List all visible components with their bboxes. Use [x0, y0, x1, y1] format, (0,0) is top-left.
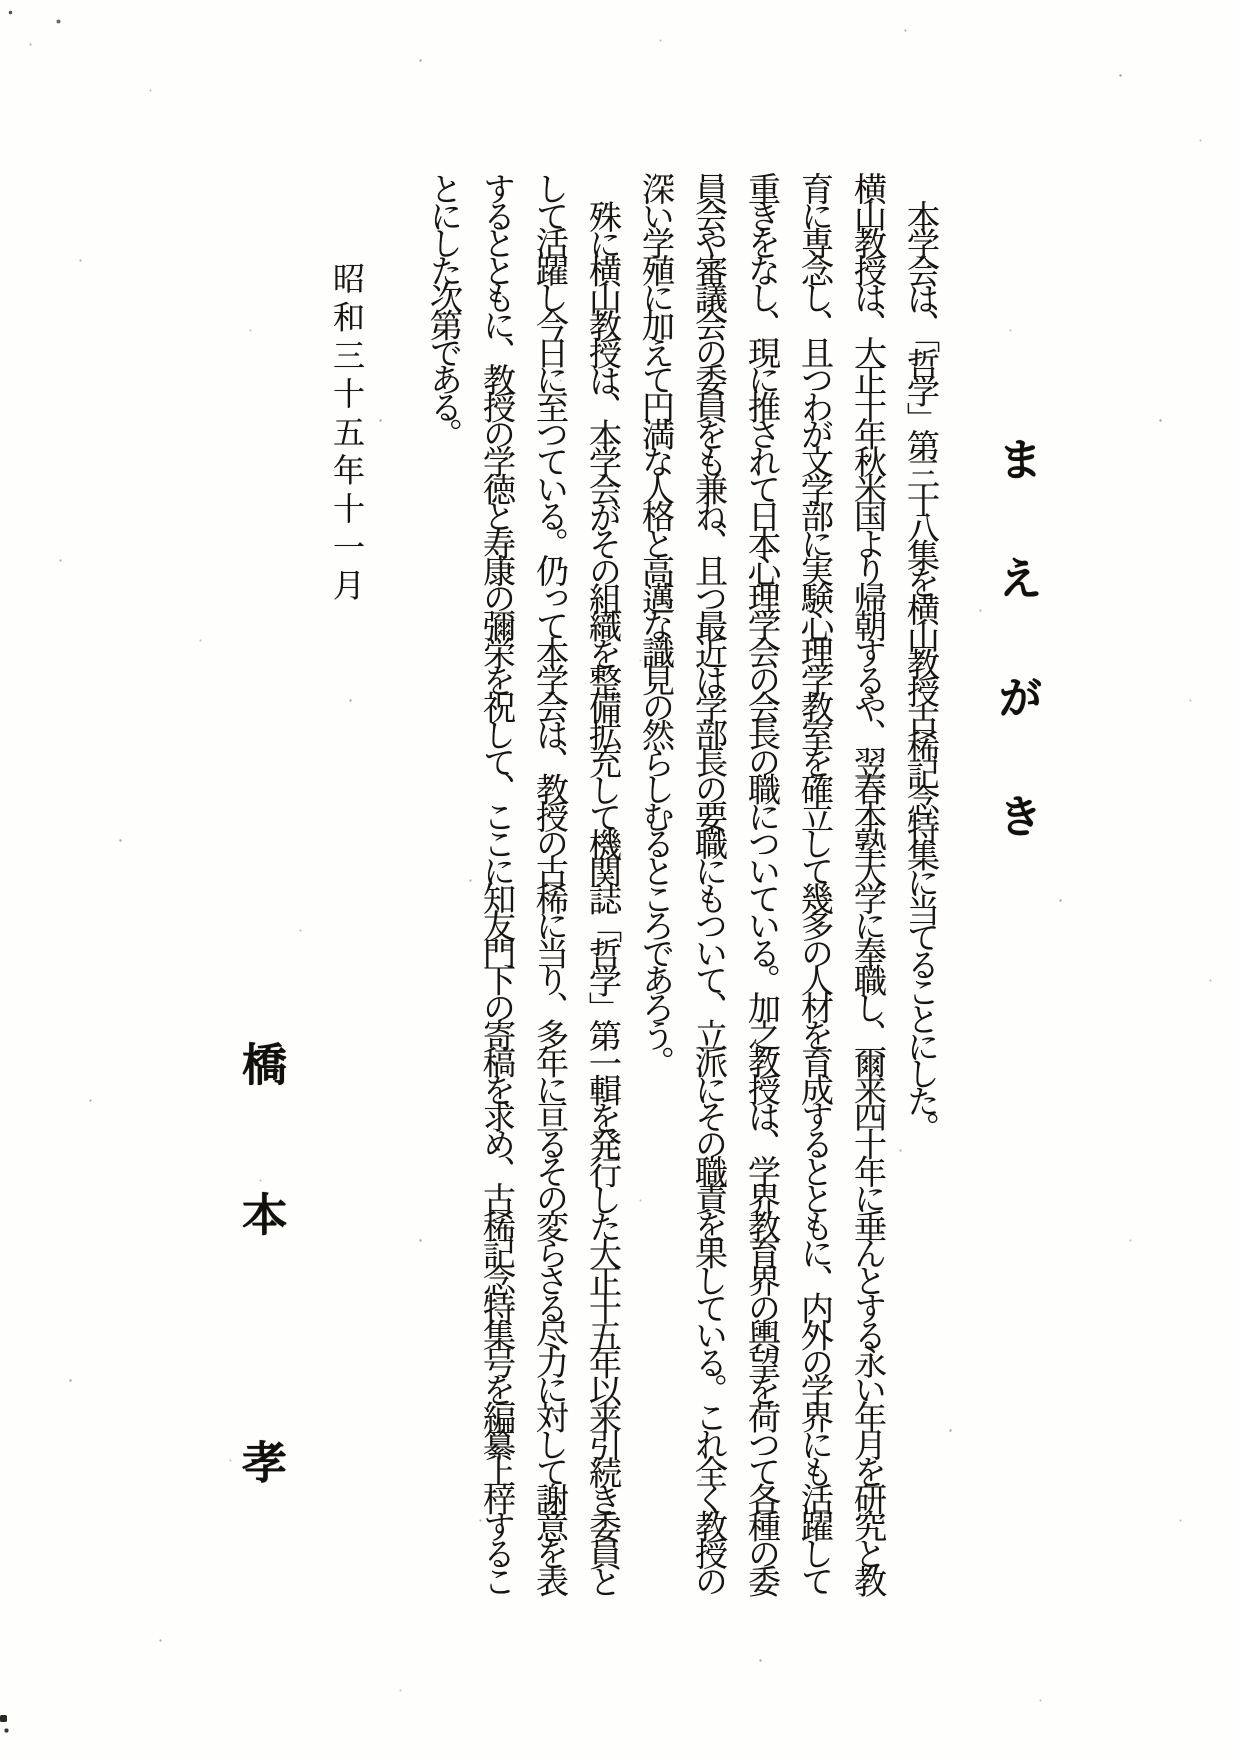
signature-char-2: 本	[235, 1190, 285, 1236]
paragraph-3: 殊に横山教授は、本学会がその組織を整備拡充して機関誌「哲学」第一輯を発行した大正十五年以来引続き委員として活躍し今日に至つている。仍って本学会は、教授の古稀に当り、多年に亘るその変らさる尽力に対して謝意を表するとともに、教授の学徳と寿康の彌栄を祝して、ここに知友門下の寄稿を求め、古稀記念特集号を編纂上梓することにした次第である。	[425, 172, 620, 1593]
paragraph-2: 横山教授は、大正十年秋米国より帰朝するや、翌春本塾大学に奉職し、爾来四十年に垂んとする永い年月を研究と教育に専念し、且つわが文学部に実験心理学教室を確立して幾多の人材を育成するとともに、内外の学界にも活躍して重きをなし、現に推されて日本心理学会の会長の職についている。加之教授は、学界教育界の輿望を荷つて各種の委員会や審議会の委員をも兼ね、且つ最近は学部長の要職にもついて、立派にその職責を果している。これ全く教授の深い学殖に加えて円満な人格と高邁な識見の然らしむるところであろう。	[637, 172, 885, 1592]
page-title: まえがき	[991, 436, 1041, 912]
paper-noise	[0, 0, 1, 1]
preface-body	[416, 172, 946, 1596]
signature-char-3: 孝	[235, 1438, 285, 1484]
paragraph-1: 本学会は、「哲学」第三十八集を横山教授古稀記念特集に当てることにした。	[902, 200, 938, 1140]
date-line: 昭和三十五年十一月	[329, 262, 365, 607]
signature-char-1: 橋	[235, 1040, 285, 1086]
